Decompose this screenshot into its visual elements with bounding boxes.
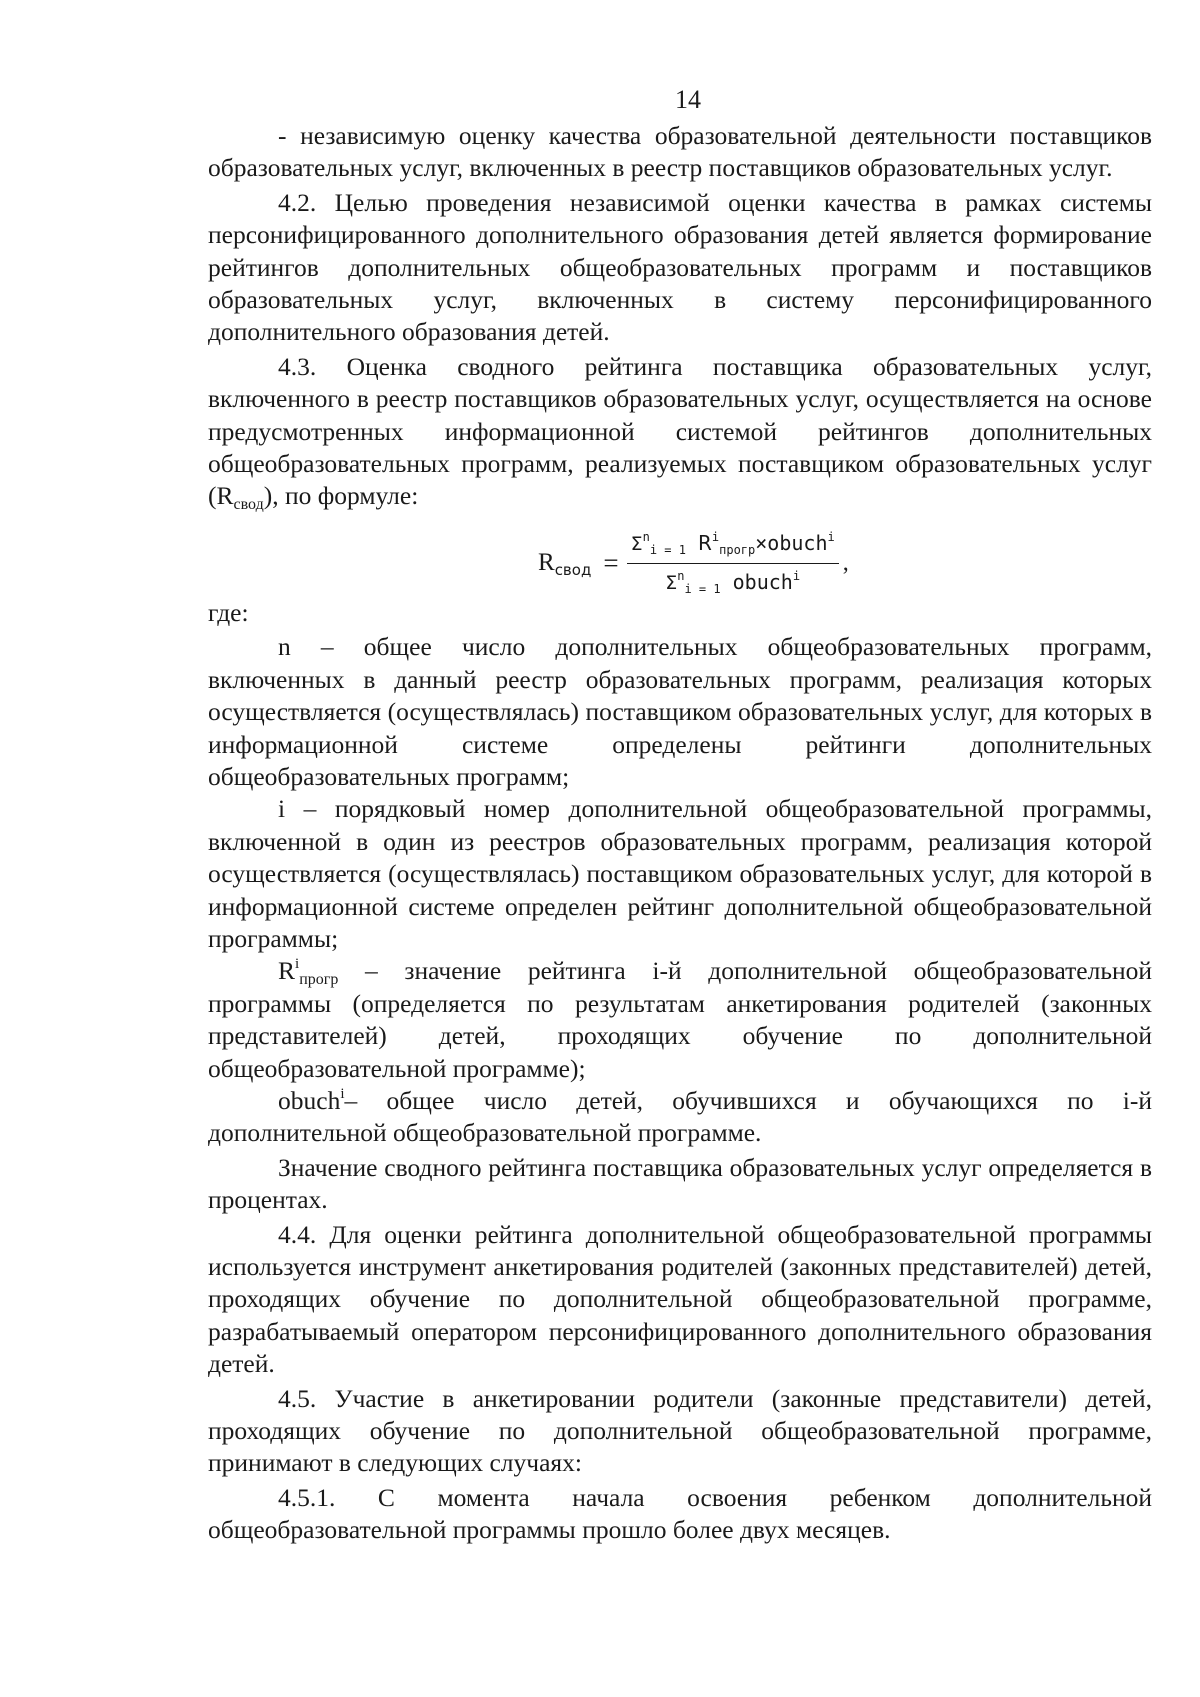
paragraph-4-3-tail: ), по формуле: [263, 481, 419, 511]
formula-block [208, 527, 1152, 597]
definition-n: n – общее число дополнительных общеобразовательных программ, включенных в данный реестр образовательных программ, реализация которых осуществляется (осуществлялась) поставщиком образовательных услуг, для которых в информационной системе определены рейтинги дополнительных общеобразовательных программ; [208, 632, 1152, 791]
formula-rating-sub: прогр [719, 542, 756, 557]
paragraph-4-2: 4.2. Целью проведения независимой оценки качества в рамках системы персонифицированного дополнительного образования детей является формирование рейтингов дополнительных общеобразовательных программ и поставщиков образовательных услуг, включенных в систему персонифицированного дополнительного образования детей. [208, 187, 1152, 347]
formula-sum-lower: i = 1 [649, 542, 686, 557]
formula-equals: = [603, 548, 619, 579]
definition-i: i – порядковый номер дополнительной общеобразовательной программы, включенной в один из реестров образовательных программ, реализация которой осуществляется (осуществлялась) поставщиком образовательных услуг, для которой в информационной системе определен рейтинг дополнительной общеобразовательной программы; [208, 794, 1152, 953]
definition-r-sub: прогр [299, 971, 339, 989]
formula-rating-symbol: R [697, 530, 712, 555]
paragraph-4-4: 4.4. Для оценки рейтинга дополнительной общеобразовательной программы используется инструмент анкетирования родителей (законных представителей) детей, проходящих обучение по дополнительной общеобразовательной программе, разрабатываемый оператором персонифицированного дополнительного образования детей. [208, 1219, 1152, 1379]
page-number: 14 [675, 85, 701, 114]
where-label: где: [208, 597, 249, 627]
formula-obuch-denominator-sup: i [792, 569, 801, 584]
paragraph-4-3-subscript: свод [233, 496, 264, 514]
paragraph-4-3-text: 4.3. Оценка сводного рейтинга поставщика образовательных услуг, включенного в реестр поставщиков образовательных услуг, осуществляется на основе предусмотренных информационной системой рейтингов дополнительных общеобразовательных программ, реализуемых поставщиком образовательных услуг (R [208, 351, 1152, 511]
paragraph-4-5-1: 4.5.1. С момента начала освоения ребенком дополнительной общеобразовательной программы прошло более двух месяцев. [208, 1482, 1152, 1545]
formula-numerator [627, 527, 839, 564]
formula-obuch-numerator: obuch [767, 530, 828, 555]
paragraph-4-3 [208, 351, 1152, 513]
formula-sum-upper-den: n [677, 569, 685, 584]
formula-denominator [665, 564, 800, 599]
definition-obuch [208, 1085, 1152, 1150]
formula [538, 527, 849, 600]
paragraph-independent-assessment: - независимую оценку качества образовательной деятельности поставщиков образовательных услуг, включенных в реестр поставщиков образовательных услуг. [208, 121, 1152, 183]
formula-sum-symbol: Σ [630, 532, 643, 555]
formula-fraction [627, 527, 839, 600]
formula-times: × [755, 530, 768, 555]
formula-lhs-symbol: R [538, 549, 555, 577]
formula-obuch-numerator-sup: i [827, 529, 835, 544]
formula-sum-upper: n [642, 529, 650, 544]
definition-r-symbol: R [278, 956, 296, 986]
definition-r-text: – значение рейтинга i-й дополнительной общеобразовательной программы (определяется по результатам анкетирования родителей (законных представителей) детей, проходящих обучение по дополнительной общеобразовательной программе); [208, 956, 1152, 1083]
definition-obuch-symbol: obuch [278, 1085, 341, 1115]
paragraph-4-5: 4.5. Участие в анкетировании родители (законные представители) детей, проходящих обучение по дополнительной общеобразовательной программе, принимают в следующих случаях: [208, 1383, 1152, 1478]
formula-lhs [538, 547, 591, 579]
formula-sum-symbol-den: Σ [665, 572, 678, 595]
definition-obuch-sup: i [340, 1085, 345, 1102]
definition-obuch-text: – общее число детей, обучившихся и обучающихся по i-й дополнительной общеобразовательной программе. [208, 1085, 1152, 1148]
definition-r-sup: i [295, 956, 300, 973]
formula-sum-lower-den: i = 1 [684, 582, 721, 597]
definition-r-progr [208, 955, 1152, 1085]
paragraph-summary: Значение сводного рейтинга поставщика образовательных услуг определяется в процентах. [208, 1152, 1152, 1215]
formula-lhs-subscript: свод [554, 561, 592, 580]
formula-comma: , [842, 550, 849, 577]
formula-obuch-denominator: obuch [732, 570, 793, 595]
formula-rating-sup: i [711, 529, 720, 544]
document-page [208, 80, 1152, 1547]
